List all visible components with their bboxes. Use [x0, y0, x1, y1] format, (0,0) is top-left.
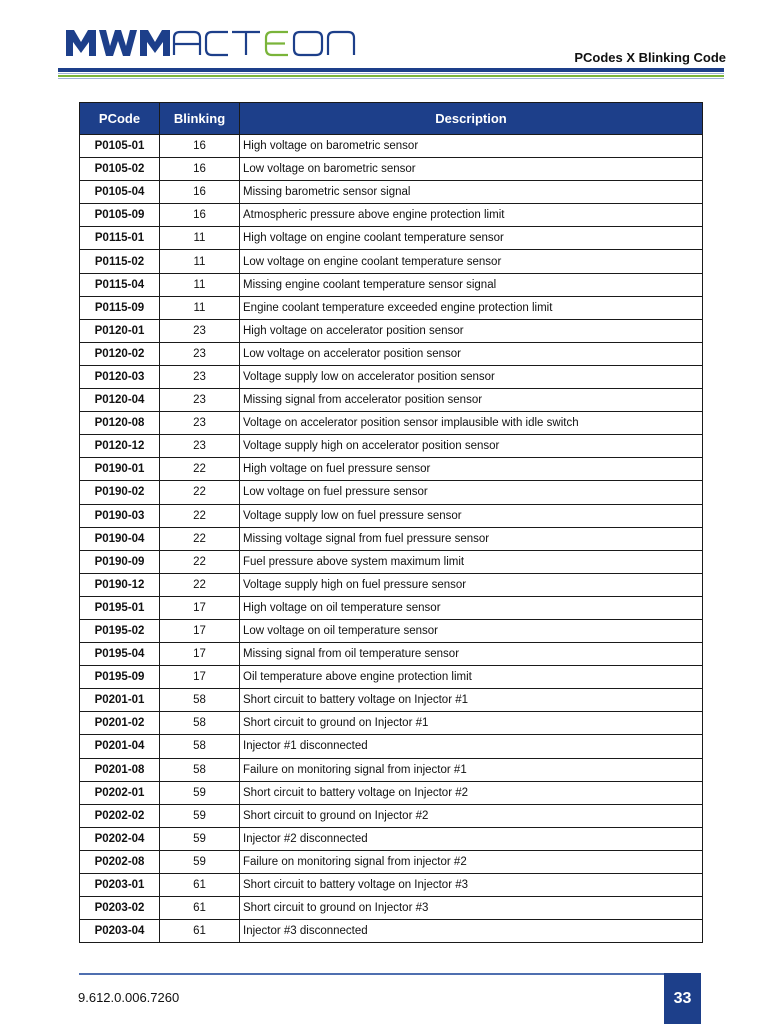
- page-number: 33: [664, 973, 701, 1024]
- pcode-cell: P0201-04: [80, 735, 160, 758]
- table-row: [80, 596, 703, 619]
- description-cell: Short circuit to battery voltage on Injector #3: [240, 874, 703, 897]
- table-row: [80, 319, 703, 342]
- blinking-cell: 17: [160, 643, 240, 666]
- table-row: [80, 135, 703, 158]
- pcode-cell: P0105-02: [80, 158, 160, 181]
- table-row: [80, 689, 703, 712]
- blinking-cell: 22: [160, 481, 240, 504]
- description-cell: Voltage supply high on accelerator position sensor: [240, 435, 703, 458]
- table-row: [80, 874, 703, 897]
- blinking-cell: 17: [160, 596, 240, 619]
- description-cell: Voltage supply low on accelerator position sensor: [240, 365, 703, 388]
- description-cell: Low voltage on accelerator position sensor: [240, 342, 703, 365]
- pcode-cell: P0195-01: [80, 596, 160, 619]
- table-row: [80, 273, 703, 296]
- pcode-cell: P0115-04: [80, 273, 160, 296]
- blinking-cell: 11: [160, 273, 240, 296]
- table-row: [80, 389, 703, 412]
- table-row: [80, 481, 703, 504]
- description-cell: Missing signal from accelerator position sensor: [240, 389, 703, 412]
- table-row: [80, 342, 703, 365]
- blinking-cell: 17: [160, 666, 240, 689]
- table-header-row: [80, 103, 703, 135]
- table-row: [80, 412, 703, 435]
- blinking-cell: 23: [160, 319, 240, 342]
- pcode-cell: P0195-04: [80, 643, 160, 666]
- description-cell: Short circuit to ground on Injector #3: [240, 897, 703, 920]
- pcode-cell: P0105-09: [80, 204, 160, 227]
- blinking-cell: 11: [160, 296, 240, 319]
- description-cell: Engine coolant temperature exceeded engine protection limit: [240, 296, 703, 319]
- blinking-cell: 11: [160, 227, 240, 250]
- column-header-pcode: PCode: [80, 103, 160, 135]
- pcode-cell: P0190-02: [80, 481, 160, 504]
- blinking-cell: 23: [160, 412, 240, 435]
- pcode-cell: P0203-01: [80, 874, 160, 897]
- description-cell: Missing voltage signal from fuel pressure sensor: [240, 527, 703, 550]
- description-cell: Missing signal from oil temperature sensor: [240, 643, 703, 666]
- pcode-cell: P0120-03: [80, 365, 160, 388]
- description-cell: Short circuit to battery voltage on Injector #1: [240, 689, 703, 712]
- blinking-cell: 11: [160, 250, 240, 273]
- description-cell: Low voltage on engine coolant temperature sensor: [240, 250, 703, 273]
- table-row: [80, 897, 703, 920]
- pcode-cell: P0115-02: [80, 250, 160, 273]
- pcode-cell: P0120-12: [80, 435, 160, 458]
- blinking-cell: 23: [160, 435, 240, 458]
- description-cell: Short circuit to ground on Injector #1: [240, 712, 703, 735]
- blinking-cell: 22: [160, 527, 240, 550]
- blinking-cell: 58: [160, 689, 240, 712]
- table-row: [80, 781, 703, 804]
- table-row: [80, 504, 703, 527]
- table-row: [80, 643, 703, 666]
- pcode-cell: P0115-01: [80, 227, 160, 250]
- table-body: [80, 135, 703, 943]
- blinking-cell: 59: [160, 804, 240, 827]
- description-cell: High voltage on oil temperature sensor: [240, 596, 703, 619]
- description-cell: Failure on monitoring signal from injector #1: [240, 758, 703, 781]
- pcode-table: [79, 102, 703, 943]
- table-row: [80, 758, 703, 781]
- column-header-blinking: Blinking: [160, 103, 240, 135]
- blinking-cell: 16: [160, 204, 240, 227]
- pcode-cell: P0115-09: [80, 296, 160, 319]
- pcode-cell: P0120-04: [80, 389, 160, 412]
- blinking-cell: 16: [160, 158, 240, 181]
- document-title: PCodes X Blinking Code: [574, 50, 726, 65]
- pcode-cell: P0203-04: [80, 920, 160, 943]
- blinking-cell: 23: [160, 342, 240, 365]
- blinking-cell: 61: [160, 897, 240, 920]
- table-row: [80, 804, 703, 827]
- table-row: [80, 735, 703, 758]
- description-cell: Voltage supply high on fuel pressure sensor: [240, 573, 703, 596]
- blinking-cell: 61: [160, 874, 240, 897]
- table-row: [80, 920, 703, 943]
- pcode-cell: P0190-01: [80, 458, 160, 481]
- blinking-cell: 59: [160, 850, 240, 873]
- table-row: [80, 204, 703, 227]
- header-rule: [58, 68, 724, 72]
- table-row: [80, 365, 703, 388]
- description-cell: Low voltage on oil temperature sensor: [240, 619, 703, 642]
- description-cell: Missing barometric sensor signal: [240, 181, 703, 204]
- blinking-cell: 58: [160, 712, 240, 735]
- mwm-acteon-logo: [66, 22, 358, 58]
- pcode-cell: P0190-12: [80, 573, 160, 596]
- description-cell: Voltage supply low on fuel pressure sensor: [240, 504, 703, 527]
- table-row: [80, 850, 703, 873]
- table-row: [80, 550, 703, 573]
- description-cell: High voltage on accelerator position sensor: [240, 319, 703, 342]
- blinking-cell: 17: [160, 619, 240, 642]
- pcode-cell: P0195-09: [80, 666, 160, 689]
- description-cell: Fuel pressure above system maximum limit: [240, 550, 703, 573]
- table-row: [80, 158, 703, 181]
- blinking-cell: 58: [160, 758, 240, 781]
- footer-rule: [79, 973, 664, 975]
- table-row: [80, 250, 703, 273]
- column-header-description: Description: [240, 103, 703, 135]
- pcode-cell: P0203-02: [80, 897, 160, 920]
- pcode-cell: P0120-02: [80, 342, 160, 365]
- description-cell: Low voltage on fuel pressure sensor: [240, 481, 703, 504]
- blinking-cell: 58: [160, 735, 240, 758]
- description-cell: Oil temperature above engine protection limit: [240, 666, 703, 689]
- description-cell: Short circuit to battery voltage on Injector #2: [240, 781, 703, 804]
- description-cell: Voltage on accelerator position sensor implausible with idle switch: [240, 412, 703, 435]
- description-cell: High voltage on engine coolant temperature sensor: [240, 227, 703, 250]
- table-row: [80, 712, 703, 735]
- header-rule-green: [58, 75, 724, 77]
- description-cell: Missing engine coolant temperature sensor signal: [240, 273, 703, 296]
- pcode-cell: P0105-01: [80, 135, 160, 158]
- blinking-cell: 23: [160, 365, 240, 388]
- table-row: [80, 573, 703, 596]
- pcode-cell: P0190-03: [80, 504, 160, 527]
- blinking-cell: 61: [160, 920, 240, 943]
- blinking-cell: 22: [160, 550, 240, 573]
- blinking-cell: 16: [160, 135, 240, 158]
- table-row: [80, 181, 703, 204]
- pcode-cell: P0202-08: [80, 850, 160, 873]
- blinking-cell: 59: [160, 781, 240, 804]
- description-cell: Low voltage on barometric sensor: [240, 158, 703, 181]
- description-cell: High voltage on barometric sensor: [240, 135, 703, 158]
- pcode-cell: P0202-02: [80, 804, 160, 827]
- blinking-cell: 59: [160, 827, 240, 850]
- pcode-cell: P0120-08: [80, 412, 160, 435]
- pcode-cell: P0190-04: [80, 527, 160, 550]
- table-row: [80, 296, 703, 319]
- table-row: [80, 435, 703, 458]
- table-row: [80, 666, 703, 689]
- header-rule: [58, 73, 724, 74]
- table-row: [80, 619, 703, 642]
- description-cell: Short circuit to ground on Injector #2: [240, 804, 703, 827]
- table-row: [80, 827, 703, 850]
- description-cell: Atmospheric pressure above engine protection limit: [240, 204, 703, 227]
- pcode-cell: P0120-01: [80, 319, 160, 342]
- document-number: 9.612.0.006.7260: [78, 990, 180, 1005]
- pcode-cell: P0201-08: [80, 758, 160, 781]
- pcode-cell: P0202-04: [80, 827, 160, 850]
- pcode-cell: P0105-04: [80, 181, 160, 204]
- description-cell: Injector #3 disconnected: [240, 920, 703, 943]
- blinking-cell: 22: [160, 504, 240, 527]
- pcode-cell: P0201-02: [80, 712, 160, 735]
- table-row: [80, 527, 703, 550]
- description-cell: Failure on monitoring signal from injector #2: [240, 850, 703, 873]
- pcode-cell: P0190-09: [80, 550, 160, 573]
- description-cell: High voltage on fuel pressure sensor: [240, 458, 703, 481]
- blinking-cell: 22: [160, 458, 240, 481]
- description-cell: Injector #2 disconnected: [240, 827, 703, 850]
- pcode-cell: P0202-01: [80, 781, 160, 804]
- blinking-cell: 16: [160, 181, 240, 204]
- pcode-cell: P0195-02: [80, 619, 160, 642]
- description-cell: Injector #1 disconnected: [240, 735, 703, 758]
- blinking-cell: 23: [160, 389, 240, 412]
- table-row: [80, 458, 703, 481]
- pcode-cell: P0201-01: [80, 689, 160, 712]
- table-row: [80, 227, 703, 250]
- header-rule: [58, 78, 724, 79]
- blinking-cell: 22: [160, 573, 240, 596]
